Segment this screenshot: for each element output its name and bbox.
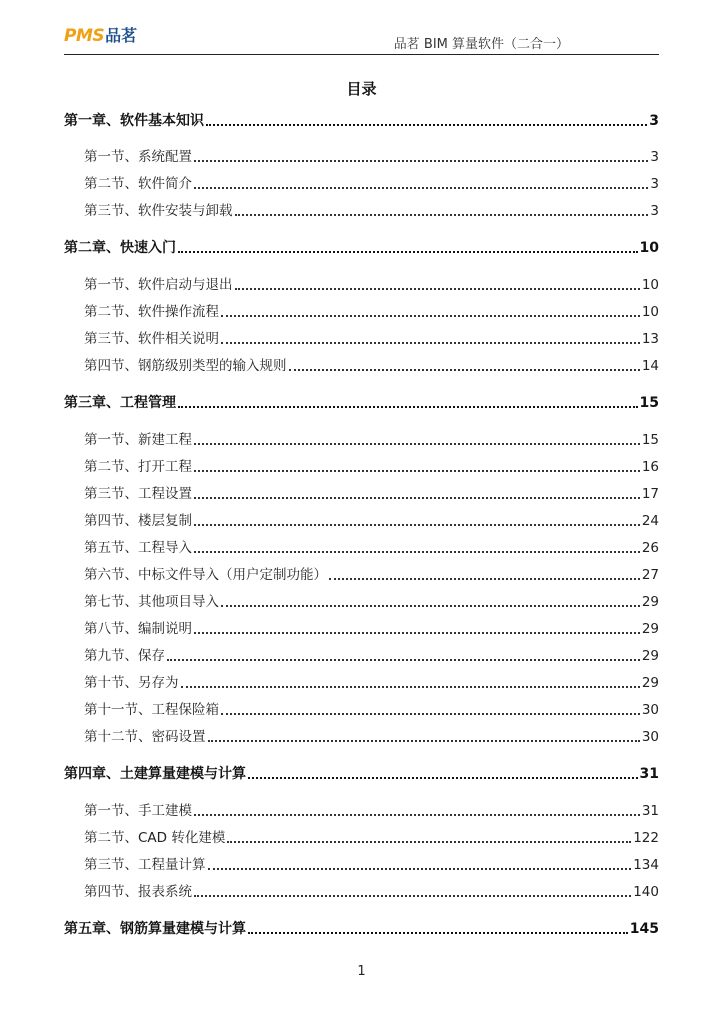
toc-section-entry[interactable]: [84, 649, 659, 664]
dot-leader: [221, 605, 640, 607]
logo-cjk-text: 品茗: [105, 26, 138, 45]
toc-section-entry[interactable]: [84, 204, 659, 219]
dot-leader: [194, 524, 640, 526]
toc-entry-title: 第三节、工程量计算: [84, 857, 206, 873]
dot-leader: [208, 740, 640, 742]
toc-section-entry[interactable]: [84, 595, 659, 610]
toc-section-entry[interactable]: [84, 858, 659, 873]
toc-section-entry[interactable]: [84, 831, 659, 846]
page-number: 1: [357, 964, 366, 979]
logo-latin-text: PMS: [64, 26, 105, 46]
toc-entry-page: 140: [633, 884, 659, 900]
dot-leader: [221, 315, 640, 317]
toc-section-entry[interactable]: [84, 177, 659, 192]
toc-entry-page: 122: [633, 830, 659, 846]
toc-entry-title: 第五节、工程导入: [84, 540, 192, 556]
toc-entry-page: 26: [641, 540, 659, 556]
dot-leader: [248, 932, 628, 934]
toc-entry-title: 第一节、系统配置: [84, 149, 192, 165]
toc-entry-title: 第七节、其他项目导入: [84, 594, 219, 610]
toc-entry-title: 第十节、另存为: [84, 675, 179, 691]
dot-leader: [194, 814, 640, 816]
toc-entry-title: 第三节、工程设置: [84, 486, 192, 502]
toc-entry-page: 27: [641, 567, 659, 583]
toc-entry-title: 第八节、编制说明: [84, 621, 192, 637]
toc-entry-title: 第二节、软件简介: [84, 176, 192, 192]
toc-entry-title: 第三节、软件相关说明: [84, 331, 219, 347]
toc-entry-page: 24: [641, 513, 659, 529]
toc-entry-page: 15: [641, 432, 659, 448]
toc-entry-title: 第六节、中标文件导入（用户定制功能）: [84, 567, 327, 583]
toc-section-entry[interactable]: [84, 305, 659, 320]
toc-entry-page: 14: [641, 358, 659, 374]
toc-section-entry[interactable]: [84, 460, 659, 475]
toc-entry-title: 第九节、保存: [84, 648, 165, 664]
toc-section-entry[interactable]: [84, 804, 659, 819]
dot-leader: [289, 369, 640, 371]
dot-leader: [235, 288, 640, 290]
toc-entry-page: 10: [639, 240, 659, 256]
toc-entry-page: 145: [629, 921, 659, 937]
dot-leader: [194, 443, 640, 445]
toc-entry-title: 第四节、报表系统: [84, 884, 192, 900]
toc-entry-page: 29: [641, 594, 659, 610]
toc-entry-page: 29: [641, 621, 659, 637]
toc-section-entry[interactable]: [84, 568, 659, 583]
toc-entry-title: 第二节、CAD 转化建模: [84, 830, 226, 846]
toc-chapter-entry[interactable]: [64, 396, 659, 411]
dot-leader: [227, 841, 631, 843]
toc-section-entry[interactable]: [84, 332, 659, 347]
toc-entry-page: 3: [650, 203, 659, 219]
toc-entry-title: 第二节、软件操作流程: [84, 304, 219, 320]
toc-entry-title: 第一节、手工建模: [84, 803, 192, 819]
dot-leader: [194, 632, 640, 634]
dot-leader: [181, 686, 640, 688]
toc-section-entry[interactable]: [84, 703, 659, 718]
dot-leader: [167, 659, 640, 661]
dot-leader: [194, 470, 640, 472]
toc-entry-page: 30: [641, 729, 659, 745]
toc-entry-title: 第一节、软件启动与退出: [84, 277, 233, 293]
toc-entry-page: 3: [650, 176, 659, 192]
toc-section-entry[interactable]: [84, 676, 659, 691]
toc-chapter-entry[interactable]: [64, 767, 659, 782]
toc-entry-title: 第一章、软件基本知识: [64, 113, 204, 129]
toc-entry-title: 第五章、钢筋算量建模与计算: [64, 921, 246, 937]
dot-leader: [194, 497, 640, 499]
toc-entry-page: 31: [639, 766, 659, 782]
toc-entry-title: 第一节、新建工程: [84, 432, 192, 448]
dot-leader: [248, 777, 638, 779]
toc-entry-title: 第十一节、工程保险箱: [84, 702, 219, 718]
toc-section-entry[interactable]: [84, 150, 659, 165]
dot-leader: [329, 578, 640, 580]
dot-leader: [194, 187, 648, 189]
dot-leader: [235, 214, 649, 216]
toc-entry-page: 31: [641, 803, 659, 819]
dot-leader: [194, 160, 648, 162]
dot-leader: [178, 251, 638, 253]
toc-entry-title: 第二节、打开工程: [84, 459, 192, 475]
toc-section-entry[interactable]: [84, 359, 659, 374]
toc-entry-page: 134: [633, 857, 659, 873]
toc-section-entry[interactable]: [84, 514, 659, 529]
toc-entry-page: 3: [650, 149, 659, 165]
page-header: [64, 22, 659, 55]
toc-entry-title: 第十二节、密码设置: [84, 729, 206, 745]
toc-entry-page: 15: [639, 395, 659, 411]
toc-section-entry[interactable]: [84, 541, 659, 556]
dot-leader: [221, 342, 640, 344]
pms-logo: [64, 28, 137, 45]
toc-section-entry[interactable]: [84, 487, 659, 502]
toc-chapter-entry[interactable]: [64, 241, 659, 256]
toc-entry-page: 16: [641, 459, 659, 475]
toc-section-entry[interactable]: [84, 433, 659, 448]
toc-section-entry[interactable]: [84, 730, 659, 745]
dot-leader: [194, 551, 640, 553]
toc-entry-page: 30: [641, 702, 659, 718]
dot-leader: [178, 406, 638, 408]
toc-entry-title: 第四章、土建算量建模与计算: [64, 766, 246, 782]
toc-entry-title: 第四节、楼层复制: [84, 513, 192, 529]
dot-leader: [208, 868, 632, 870]
toc-entry-page: 10: [641, 277, 659, 293]
dot-leader: [194, 895, 631, 897]
toc-entry-title: 第四节、钢筋级别类型的输入规则: [84, 358, 287, 374]
toc-chapter-entry[interactable]: [64, 922, 659, 937]
toc-entry-page: 29: [641, 648, 659, 664]
toc-entry-page: 10: [641, 304, 659, 320]
toc-section-entry[interactable]: [84, 622, 659, 637]
toc-entry-page: 3: [649, 113, 659, 129]
toc-entry-title: 第二章、快速入门: [64, 240, 176, 256]
toc-entry-page: 13: [641, 331, 659, 347]
toc-entry-page: 29: [641, 675, 659, 691]
dot-leader: [206, 124, 647, 126]
toc-entry-title: 第三章、工程管理: [64, 395, 176, 411]
toc-chapter-entry[interactable]: [64, 114, 659, 129]
toc-entry-title: 第三节、软件安装与卸载: [84, 203, 233, 219]
header-title: 品茗 BIM 算量软件（二合一）: [393, 37, 569, 52]
dot-leader: [221, 713, 640, 715]
toc-entry-page: 17: [641, 486, 659, 502]
toc-section-entry[interactable]: [84, 885, 659, 900]
toc-section-entry[interactable]: [84, 278, 659, 293]
toc-title: 目录: [346, 80, 377, 98]
